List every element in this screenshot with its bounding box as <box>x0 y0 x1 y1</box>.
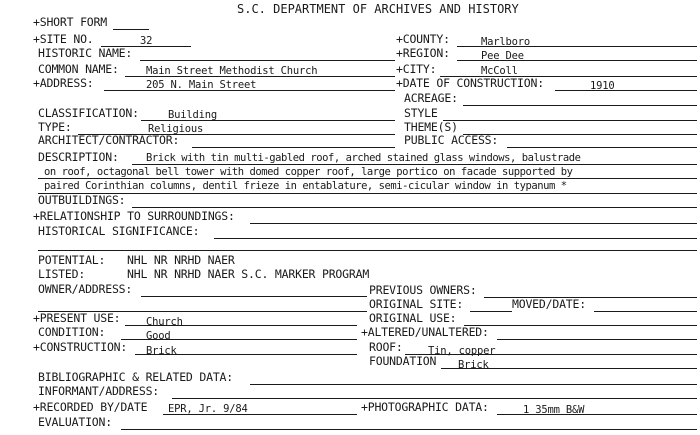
recorded-value[interactable]: EPR, Jr. 9/84 <box>168 403 248 415</box>
style-line[interactable] <box>443 120 697 121</box>
site-no-label: +SITE NO. <box>33 32 94 46</box>
bibliographic-line[interactable] <box>250 384 697 385</box>
construction-value[interactable]: Brick <box>146 345 177 357</box>
public-access-label: PUBLIC ACCESS: <box>404 133 499 147</box>
listed-label: LISTED: <box>38 267 86 281</box>
original-site-label: ORIGINAL SITE: <box>369 297 464 311</box>
themes-label: THEME(S) <box>404 120 458 134</box>
architect-label: ARCHITECT/CONTRACTOR: <box>38 133 180 147</box>
type-value[interactable]: Religious <box>148 123 204 135</box>
classification-value[interactable]: Building <box>168 109 217 121</box>
informant-label: INFORMANT/ADDRESS: <box>38 384 160 398</box>
description-label: DESCRIPTION: <box>38 150 119 164</box>
photo-label: +PHOTOGRAPHIC DATA: <box>361 400 489 414</box>
bibliographic-label: BIBLIOGRAPHIC & RELATED DATA: <box>38 370 233 384</box>
foundation-value[interactable]: Brick <box>458 359 489 371</box>
owner-label: OWNER/ADDRESS: <box>38 282 133 296</box>
public-access-line[interactable] <box>507 147 697 148</box>
historic-name-line[interactable] <box>140 60 395 61</box>
significance-line[interactable] <box>214 238 697 239</box>
photo-value[interactable]: 1 35mm B&W <box>523 404 585 416</box>
description-rule-3 <box>38 193 697 194</box>
common-name-value[interactable]: Main Street Methodist Church <box>146 65 318 77</box>
description-rule-1 <box>132 164 697 165</box>
acreage-label: ACREAGE: <box>404 91 458 105</box>
date-label: +DATE OF CONSTRUCTION: <box>396 76 544 90</box>
present-use-value[interactable]: Church <box>146 316 183 328</box>
historic-name-label: HISTORIC NAME: <box>38 46 133 60</box>
informant-line[interactable] <box>172 398 697 399</box>
roof-value[interactable]: Tin, copper <box>428 345 496 357</box>
region-value[interactable]: Pee Dee <box>481 50 524 62</box>
present-use-label: +PRESENT USE: <box>33 311 121 325</box>
outbuildings-line[interactable] <box>132 207 697 208</box>
moved-date-line[interactable] <box>594 311 697 312</box>
style-label: STYLE <box>404 106 438 120</box>
form-title: S.C. DEPARTMENT OF ARCHIVES AND HISTORY <box>237 2 519 16</box>
city-label: +CITY: <box>396 62 437 76</box>
listed-options[interactable]: NHL NR NRHD NAER S.C. MARKER PROGRAM <box>127 267 370 281</box>
condition-label: CONDITION: <box>38 325 106 339</box>
condition-value[interactable]: Good <box>146 330 171 342</box>
address-label: +ADDRESS: <box>33 76 94 90</box>
previous-owners-label: PREVIOUS OWNERS: <box>369 283 477 297</box>
roof-label: ROOF: <box>369 340 403 354</box>
relationship-label: +RELATIONSHIP TO SURROUNDINGS: <box>33 209 235 223</box>
recorded-label: +RECORDED BY/DATE <box>33 400 148 414</box>
evaluation-label: EVALUATION: <box>38 415 112 429</box>
classification-label: CLASSIFICATION: <box>38 106 139 120</box>
construction-label: +CONSTRUCTION: <box>33 340 128 354</box>
original-site-line[interactable] <box>470 311 512 312</box>
address-value[interactable]: 205 N. Main Street <box>146 79 257 91</box>
altered-label: +ALTERED/UNALTERED: <box>361 325 489 339</box>
county-label: +COUNTY: <box>396 32 450 46</box>
acreage-line[interactable] <box>463 105 697 106</box>
significance-line-2[interactable] <box>38 250 697 251</box>
potential-label: POTENTIAL: <box>38 253 106 267</box>
architect-line[interactable] <box>192 147 395 148</box>
altered-line[interactable] <box>497 339 697 340</box>
site-no-value[interactable]: 32 <box>140 35 153 47</box>
date-line <box>555 90 697 91</box>
description-rule-2 <box>38 178 697 179</box>
region-label: +REGION: <box>396 46 450 60</box>
owner-line[interactable] <box>141 296 367 297</box>
potential-options[interactable]: NHL NR NRHD NAER <box>127 253 235 267</box>
significance-label: HISTORICAL SIGNIFICANCE: <box>38 224 200 238</box>
short-form-label: +SHORT FORM <box>33 15 107 29</box>
short-form-line[interactable] <box>113 29 149 30</box>
county-value[interactable]: Marlboro <box>481 36 530 48</box>
original-use-label: ORIGINAL USE: <box>369 311 457 325</box>
foundation-label: FOUNDATION <box>369 354 437 368</box>
type-label: TYPE: <box>38 120 72 134</box>
date-value[interactable]: 1910 <box>590 80 615 92</box>
evaluation-line[interactable] <box>121 429 697 430</box>
original-use-line[interactable] <box>464 325 697 326</box>
moved-date-label: MOVED/DATE: <box>512 297 586 311</box>
description-line-3[interactable]: paired Corinthian columns, dentil frieze in entablature, semi-cicular window in typanum * <box>44 180 567 192</box>
relationship-line[interactable] <box>250 223 697 224</box>
outbuildings-label: OUTBUILDINGS: <box>38 193 126 207</box>
common-name-label: COMMON NAME: <box>38 62 119 76</box>
description-line-2[interactable]: on roof, octagonal bell tower with domed copper roof, large portico on facade supported by <box>44 166 573 178</box>
city-value[interactable]: McColl <box>481 65 518 77</box>
description-line-1[interactable]: Brick with tin multi-gabled roof, arched stained glass windows, balustrade <box>146 152 581 164</box>
